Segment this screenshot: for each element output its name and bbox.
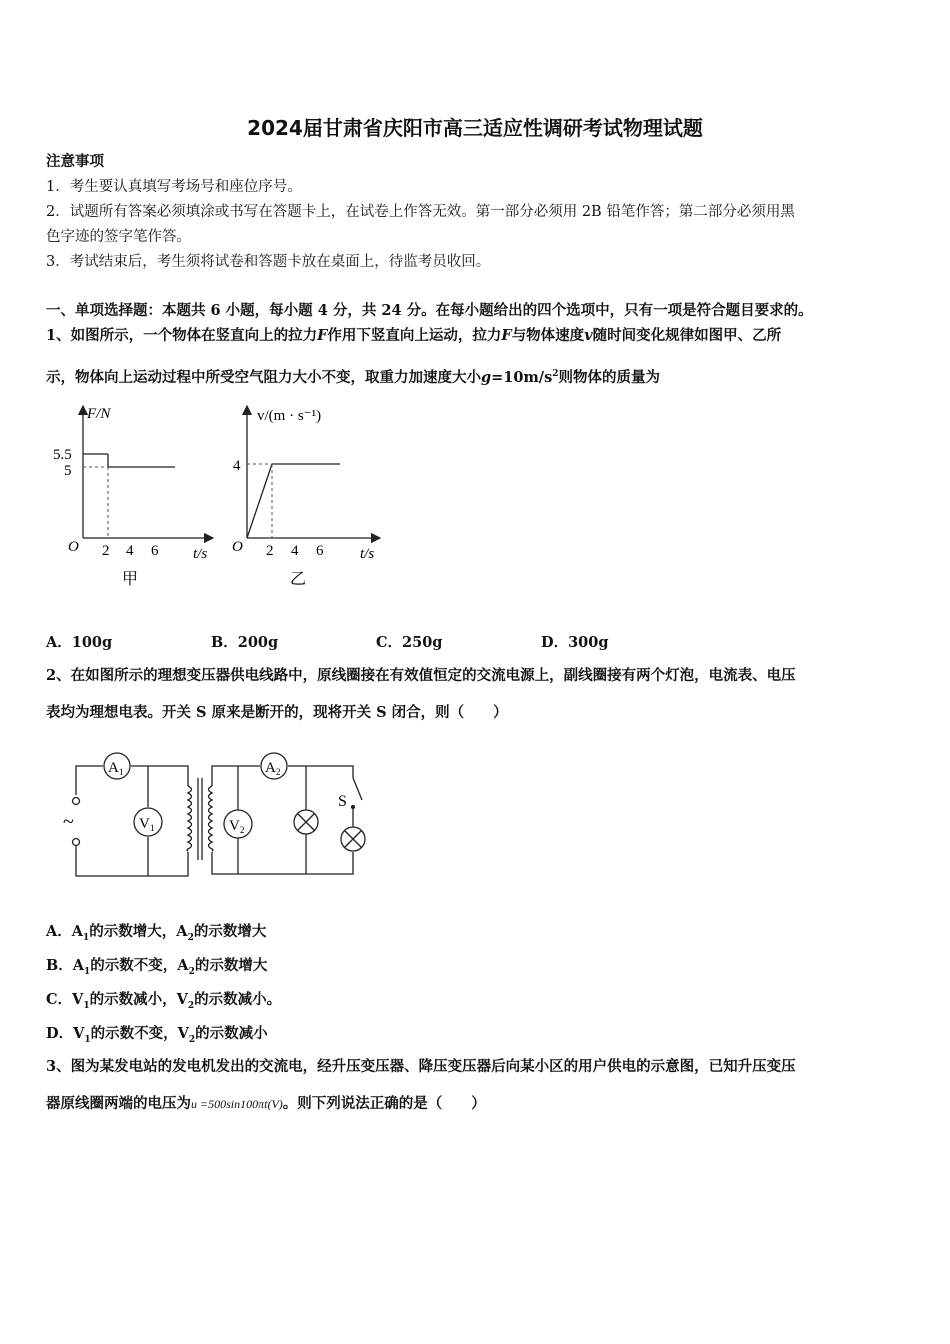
q1-option-a: A．100g xyxy=(46,634,113,651)
question-2-line-1: 2、在如图所示的理想变压器供电线路中，原线圈接在有效值恒定的交流电源上，副线圈接有两个灯泡，电流表、电压 xyxy=(46,667,796,684)
voltage-formula: u =500sin100πt(V) xyxy=(191,1097,283,1111)
notice-heading: 注意事项 xyxy=(46,153,104,170)
option-text: 的示数不变， xyxy=(90,957,178,974)
x-tick-label: 2 xyxy=(266,543,274,559)
q1-text: 作用下竖直向上运动，拉力 xyxy=(327,327,502,344)
question-1-line-1 xyxy=(46,326,908,346)
q3-text: 器原线圈两端的电压为 xyxy=(46,1095,191,1112)
ammeter-a1-sub: 1 xyxy=(119,767,124,777)
q1-option-b: B．200g xyxy=(211,634,279,651)
wire xyxy=(288,766,353,778)
graph-force-time xyxy=(50,398,220,593)
q1-var-F: F xyxy=(501,327,512,344)
ammeter-a2-label: A xyxy=(265,760,276,776)
q1-var-F: F xyxy=(317,327,328,344)
q1-text: 随时间变化规律如图甲、乙所 xyxy=(592,327,782,344)
notice-item-1: 1．考生要认真填写考场号和座位序号。 xyxy=(46,179,302,195)
ammeter-a2-sub: 2 xyxy=(276,767,281,777)
option-sub: 2 xyxy=(187,932,194,943)
option-prefix: A． xyxy=(46,923,72,940)
graph-velocity-time xyxy=(220,398,390,593)
q2-option-d xyxy=(46,1022,268,1045)
option-sub: 1 xyxy=(84,1034,91,1045)
notice-item-2-cont: 色字迹的签字笔作答。 xyxy=(46,229,191,245)
x-tick-label: 4 xyxy=(291,543,299,559)
q1-var-g: g xyxy=(481,368,492,386)
series-line-segment-1 xyxy=(247,464,272,538)
ac-source-symbol: ~ xyxy=(63,811,74,833)
x-axis-label: t/s xyxy=(193,546,208,562)
voltmeter-v2-label: V xyxy=(229,818,240,834)
option-meter: A xyxy=(177,957,189,974)
section-heading: 一、单项选择题：本题共 6 小题，每小题 4 分，共 24 分。在每小题给出的四个选项中，只有一项是符合题目要求的。 xyxy=(46,302,813,319)
question-1-line-2 xyxy=(46,364,908,388)
option-text: 的示数减小， xyxy=(89,991,177,1008)
y-axis-label: v/(m · s⁻¹) xyxy=(257,408,322,424)
y-tick-label: 5.5 xyxy=(53,447,72,463)
secondary-coil xyxy=(209,786,214,851)
question-3-line-1: 3、图为某发电站的发电机发出的交流电，经升压变压器、降压变压器后向某小区的用户供电的示意图，已知升压变压 xyxy=(46,1058,796,1075)
option-prefix: B． xyxy=(46,957,73,974)
option-text: 的示数增大 xyxy=(193,923,267,940)
option-sub: 2 xyxy=(188,1034,196,1045)
q1-text: 则物体的质量为 xyxy=(558,368,661,386)
x-tick-label: 2 xyxy=(102,543,110,559)
x-tick-label: 6 xyxy=(316,543,324,559)
option-meter: V xyxy=(72,991,84,1008)
voltmeter-v1-sub: 1 xyxy=(150,823,155,833)
x-tick-label: 6 xyxy=(151,543,159,559)
page-title: 2024届甘肃省庆阳市高三适应性调研考试物理试题 xyxy=(247,116,703,140)
q2-option-b xyxy=(46,954,267,977)
option-prefix: C． xyxy=(46,991,73,1008)
q1-sup: 2 xyxy=(552,369,559,379)
switch-blade xyxy=(353,778,362,800)
source-terminal xyxy=(73,798,80,805)
wire xyxy=(212,852,353,874)
q1-text: 1、如图所示，一个物体在竖直向上的拉力 xyxy=(46,327,318,344)
x-axis-label: t/s xyxy=(360,546,375,562)
graph-caption: 甲 xyxy=(122,571,139,588)
question-2-line-2: 表均为理想电表。开关 S 原来是断开的，现将开关 S 闭合，则（ ） xyxy=(46,704,508,721)
option-meter: A xyxy=(72,957,85,974)
option-sub: 2 xyxy=(187,1000,195,1011)
option-sub: 1 xyxy=(83,1000,90,1011)
q1-var-v: v xyxy=(584,327,593,344)
option-text: 的示数减小 xyxy=(195,1025,268,1042)
option-meter: V xyxy=(73,1025,85,1042)
option-text: 的示数减小。 xyxy=(194,991,282,1008)
option-text: 的示数增大， xyxy=(89,923,177,940)
origin-label: O xyxy=(68,539,79,555)
switch-contact xyxy=(352,806,355,809)
option-text: 的示数增大 xyxy=(194,957,268,974)
option-prefix: D． xyxy=(46,1025,74,1042)
y-tick-label: 5 xyxy=(64,463,72,479)
q3-text: 。则下列说法正确的是（ ） xyxy=(282,1095,486,1112)
source-terminal xyxy=(73,839,80,846)
primary-coil xyxy=(187,786,192,851)
q1-option-d: D．300g xyxy=(541,634,609,651)
option-meter: A xyxy=(71,923,84,940)
graph-caption: 乙 xyxy=(290,571,307,588)
wire xyxy=(131,766,188,786)
wire xyxy=(212,766,260,786)
option-meter: V xyxy=(177,1025,189,1042)
option-text: 的示数不变， xyxy=(90,1025,178,1042)
q2-option-c xyxy=(46,988,281,1011)
q2-option-a xyxy=(46,920,266,943)
option-sub: 2 xyxy=(188,966,195,977)
q1-text: 示，物体向上运动过程中所受空气阻力大小不变，取重力加速度大小 xyxy=(46,368,481,386)
voltmeter-v1-label: V xyxy=(139,816,150,832)
option-sub: 1 xyxy=(84,966,91,977)
ammeter-a1-label: A xyxy=(108,760,119,776)
question-3-line-2 xyxy=(46,1094,908,1114)
transformer-circuit xyxy=(58,748,378,884)
option-meter: V xyxy=(176,991,188,1008)
q1-text: 与物体速度 xyxy=(511,327,585,344)
notice-item-3: 3．考试结束后，考生须将试卷和答题卡放在桌面上，待监考员收回。 xyxy=(46,254,491,270)
y-axis-label: F/N xyxy=(87,406,111,422)
voltmeter-v2-sub: 2 xyxy=(240,825,245,835)
origin-label: O xyxy=(232,539,243,555)
q1-option-c: C．250g xyxy=(376,634,443,651)
wire xyxy=(76,846,188,876)
wire xyxy=(76,766,103,795)
q1-text: =10m/s xyxy=(491,368,553,386)
option-sub: 1 xyxy=(83,932,90,943)
switch-label: S xyxy=(338,793,347,810)
y-tick-label: 4 xyxy=(233,458,241,474)
notice-item-2: 2．试题所有答案必须填涂或书写在答题卡上，在试卷上作答无效。第一部分必须用 2B 铅笔作答；第二部分必须用黑 xyxy=(46,204,795,220)
x-tick-label: 4 xyxy=(126,543,134,559)
option-meter: A xyxy=(176,923,188,940)
